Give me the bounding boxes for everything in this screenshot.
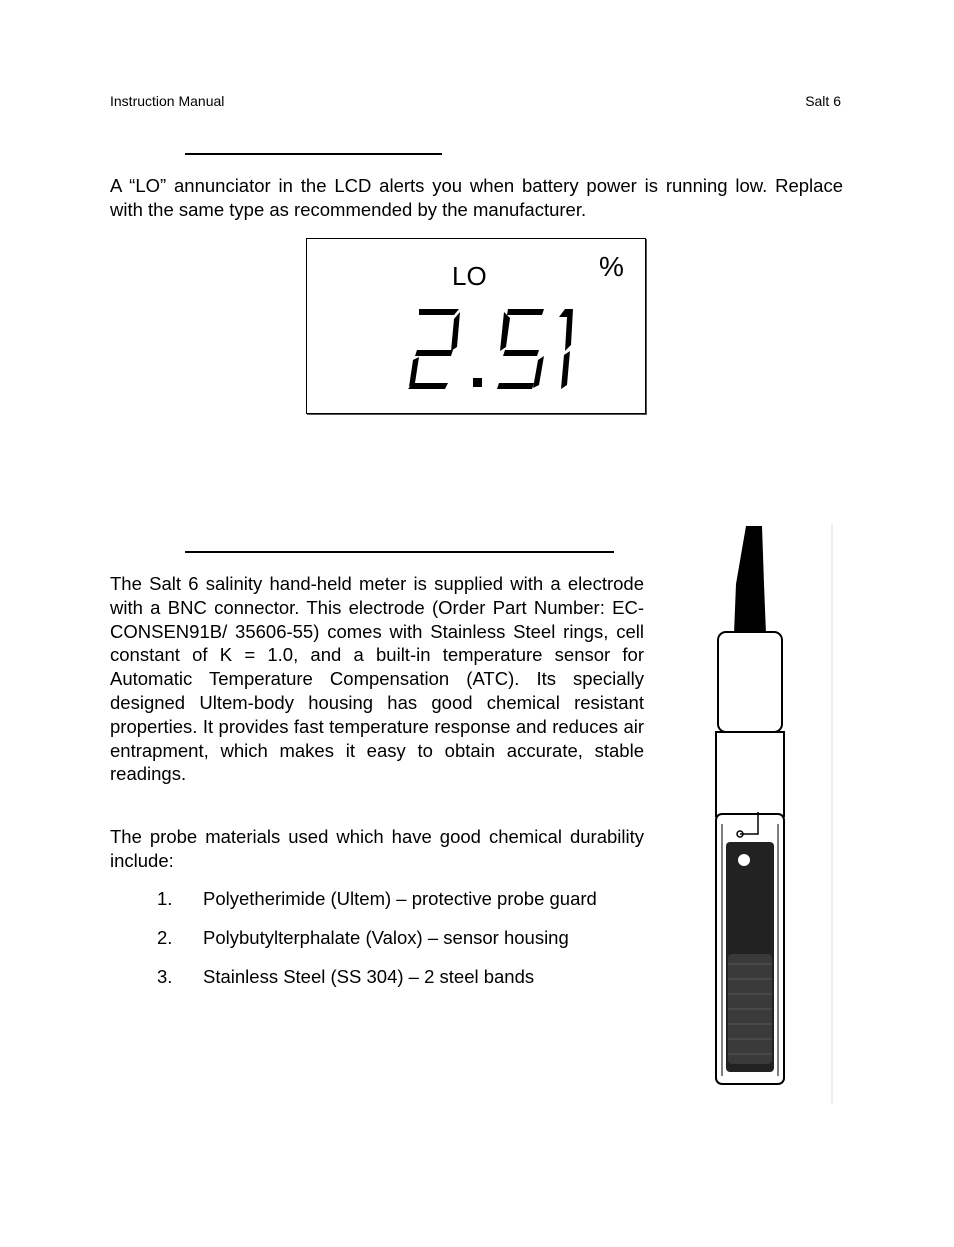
lcd-reading-digits bbox=[307, 239, 645, 413]
digit-2-top bbox=[419, 309, 459, 315]
electrode-paragraph-1: The Salt 6 salinity hand-held meter is supplied with a electrode with a BNC connector. This electrode (Order Part Number: EC-CONSEN91B/ 35606-55) comes with Stainless Steel rings, cell constant of K = 1.0, and a built-in temperature sensor for Automatic Temperature Compensation (ATC). Its specially designed Ultem-body housing has good chemical resistant properties. It provides fast temperature response and reduces air entrapment, which makes it easy to obtain accurate, stable readings. bbox=[110, 573, 644, 785]
list-item-text: Polybutylterphalate (Valox) – sensor housing bbox=[203, 927, 569, 948]
list-item-number: 1. bbox=[157, 888, 173, 909]
decimal-point bbox=[473, 378, 482, 387]
digit-1-lower bbox=[561, 351, 570, 389]
digit-5-bottom bbox=[497, 383, 534, 389]
lcd-lo-indicator: LO bbox=[452, 261, 487, 291]
digit-2-lower-left bbox=[409, 357, 419, 387]
probe-body-upper bbox=[718, 632, 782, 732]
digit-2-middle bbox=[415, 350, 453, 356]
digit-5-top bbox=[507, 309, 544, 315]
page-header-left: Instruction Manual bbox=[110, 93, 225, 109]
section-heading-rule-1 bbox=[185, 153, 442, 155]
list-item-text: Stainless Steel (SS 304) – 2 steel bands bbox=[203, 966, 535, 987]
digit-5-upper-left bbox=[500, 312, 510, 351]
probe-body-middle bbox=[716, 732, 784, 816]
section-heading-rule-2 bbox=[185, 551, 614, 553]
list-item-number: 3. bbox=[157, 966, 173, 987]
electrode-paragraph-2: The probe materials used which have good chemical durability include: bbox=[110, 826, 644, 871]
probe-hole bbox=[738, 854, 750, 866]
page-header-right: Salt 6 bbox=[805, 93, 841, 109]
list-item bbox=[157, 927, 569, 949]
probe-cable bbox=[734, 526, 766, 634]
digit-5-middle bbox=[503, 350, 539, 356]
electrode-probe-illustration bbox=[700, 524, 840, 1114]
digit-2-bottom bbox=[408, 383, 448, 389]
list-item-number: 2. bbox=[157, 927, 173, 948]
lcd-percent-unit: % bbox=[599, 251, 624, 282]
list-item bbox=[157, 966, 534, 988]
digit-5-lower-right bbox=[533, 356, 544, 388]
lcd-display bbox=[306, 238, 646, 414]
list-item-text: Polyetherimide (Ultem) – protective probe guard bbox=[203, 888, 597, 909]
list-item bbox=[157, 888, 597, 910]
battery-paragraph: A “LO” annunciator in the LCD alerts you when battery power is running low. Replace with the same type as recommended by the manufacturer. bbox=[110, 175, 843, 220]
digit-2-upper-right bbox=[451, 312, 460, 351]
